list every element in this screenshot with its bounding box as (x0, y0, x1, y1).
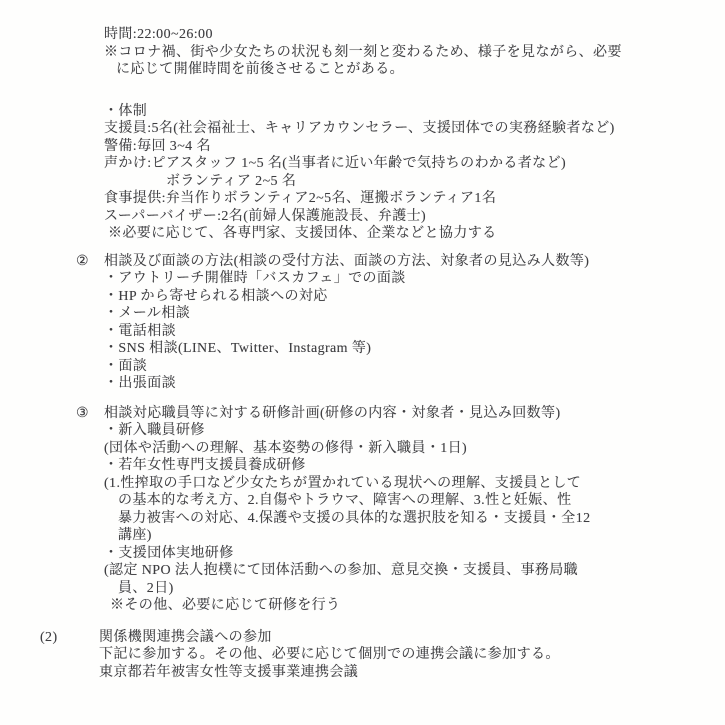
training-newstaff: ・新入職員研修 (104, 423, 205, 438)
liaison-council-block (0, 629, 725, 682)
liaison-body-line-1: 下記に参加する。その他、必要に応じて個別での連携会議に参加する。 (99, 647, 560, 662)
section2-consultation-methods (0, 253, 725, 393)
training-fieldwork: ・支援団体実地研修 (104, 545, 234, 561)
training-note-line: ※その他、必要に応じて研修を行う (110, 598, 341, 613)
liaison-heading-row (0, 629, 725, 647)
section2-heading-row (0, 253, 725, 271)
training-fieldwork-detail-1: (認定 NPO 法人抱樸にて団体活動への参加、意見交換・支援員、事務局職 (104, 563, 579, 578)
covid-note-line-1: ※コロナ禍、街や少女たちの状況も刻一刻と変わるため、様子を見ながら、必要 (104, 44, 622, 60)
section2-item-hp: ・HP から寄せられる相談への対応 (104, 288, 328, 304)
outreach-schedule-block (0, 26, 725, 79)
section3-heading: 相談対応職員等に対する研修計画(研修の内容・対象者・見込み回数等) (104, 405, 561, 421)
staffing-line-keibi: 警備:毎回 3~4 名 (104, 138, 211, 154)
staffing-line-meals: 食事提供:弁当作りボランティア2~5名、運搬ボランティア1名 (104, 191, 497, 206)
liaison-heading: 関係機関連携会議への参加 (99, 629, 272, 645)
training-detail-line-3: 暴力被害への対応、4.保護や支援の具体的な選択肢を知る・支援員・全12 (118, 510, 591, 526)
section2-item-outreach: ・アウトリーチ開催時「バスカフェ」での面談 (104, 271, 406, 286)
training-fieldwork-detail-2: 員、2日) (118, 580, 174, 596)
training-detail-line-2: の基本的な考え方、2.自傷やトラウマ、障害への理解、3.性と妊娠、性 (118, 493, 572, 508)
liaison-body-line-2: 東京都若年被害女性等支援事業連携会議 (99, 664, 359, 680)
staffing-line-shienin: 支援員:5名(社会福祉士、キャリアカウンセラー、支援団体での実務経験者など) (104, 121, 615, 136)
staffing-line-supervisor: スーパーバイザー:2名(前婦人保護施設長、弁護士) (104, 208, 427, 224)
staffing-line-koekake: 声かけ:ピアスタッフ 1~5 名(当事者に近い年齢で気持ちのわかる者など) (104, 156, 567, 171)
spacer (0, 615, 725, 629)
liaison-number: (2) (40, 629, 58, 645)
staffing-note-line: ※必要に応じて、各専門家、支援団体、企業などと協力する (108, 226, 497, 241)
spacer (0, 79, 725, 103)
staffing-block (0, 103, 725, 243)
staffing-line-volunteer: ボランティア 2~5 名 (166, 173, 297, 189)
spacer (0, 393, 725, 405)
training-newstaff-detail: (団体や活動への理解、基本姿勢の修得・新入職員・1日) (104, 440, 468, 456)
spacer (0, 243, 725, 253)
section2-item-visit: ・出張面談 (104, 376, 176, 391)
staffing-heading: ・体制 (104, 103, 148, 119)
section2-number: ② (76, 253, 89, 269)
time-line: 時間:22:00~26:00 (104, 27, 213, 42)
section2-item-sns: ・SNS 相談(LINE、Twitter、Instagram 等) (104, 341, 372, 356)
covid-note-line-2: に応じて開催時間を前後させることがある。 (116, 62, 404, 77)
section2-item-phone: ・電話相談 (104, 323, 176, 339)
section3-heading-row (0, 405, 725, 423)
section3-number: ③ (76, 405, 89, 421)
training-detail-line-4: 講座) (118, 528, 152, 543)
section2-item-interview: ・面談 (104, 358, 148, 374)
training-specialist: ・若年女性専門支援員養成研修 (104, 458, 306, 473)
section3-training-plan (0, 405, 725, 615)
section2-item-mail: ・メール相談 (104, 306, 191, 321)
section2-heading: 相談及び面談の方法(相談の受付方法、面談の方法、対象者の見込み人数等) (104, 253, 590, 269)
training-detail-line-1: (1.性搾取の手口など少女たちが置かれている現状への理解、支援員として (104, 475, 582, 491)
